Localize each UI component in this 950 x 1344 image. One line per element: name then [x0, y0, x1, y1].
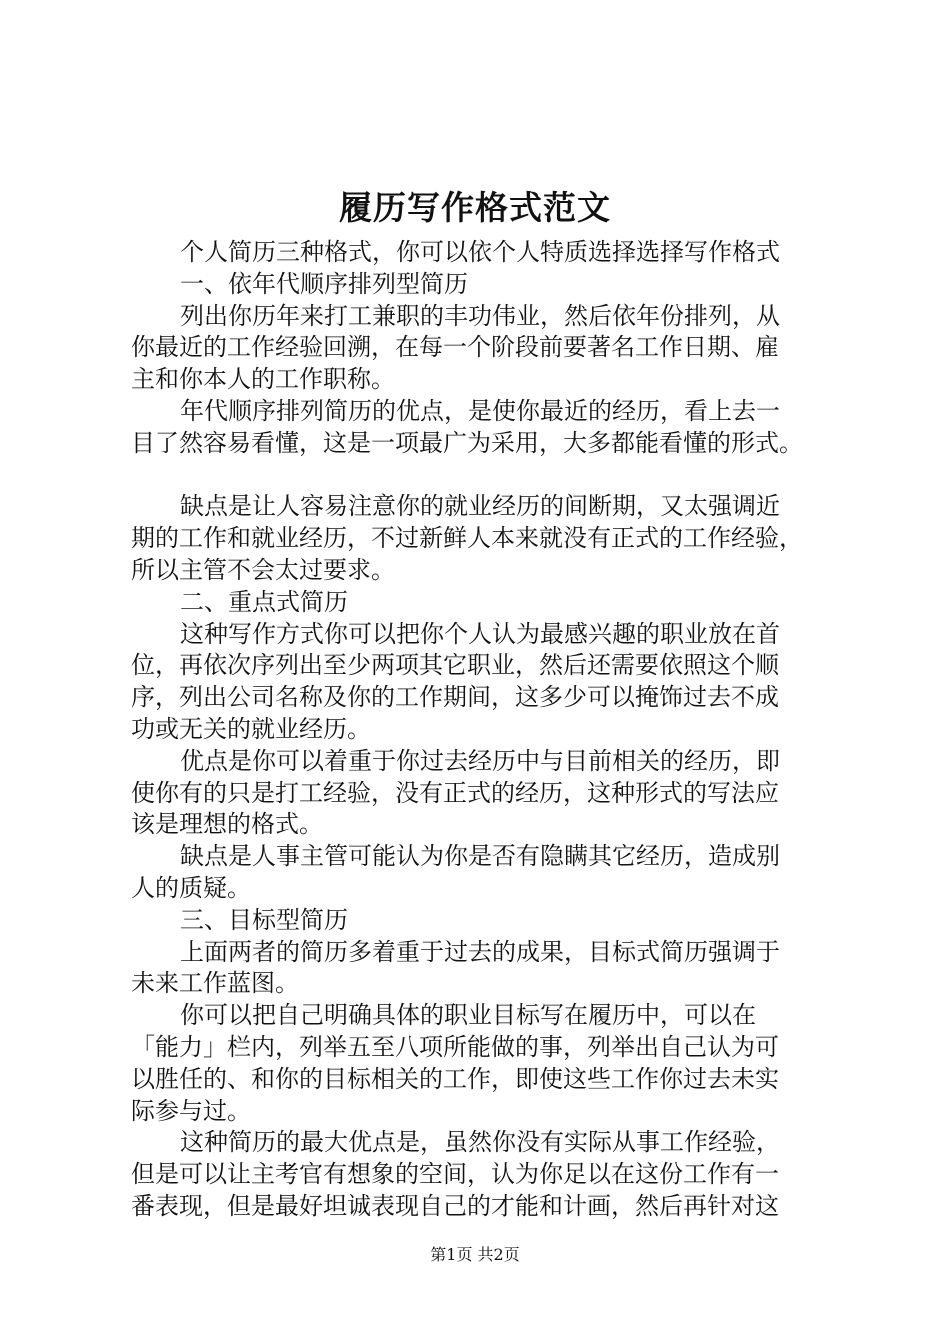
paragraph-line: 列出你历年来打工兼职的丰功伟业，然后依年份排列，从 [180, 301, 780, 330]
paragraph-line: 这种写作方式你可以把你个人认为最感兴趣的职业放在首 [180, 619, 780, 648]
page-footer: 第1页 共2页 [430, 1245, 520, 1264]
paragraph-line: 使你有的只是打工经验，没有正式的经历，这种形式的写法应 [131, 778, 779, 807]
paragraph-line: 缺点是让人容易注意你的就业经历的间断期，又太强调近 [180, 492, 780, 521]
paragraph-line: 上面两者的简历多着重于过去的成果，目标式简历强调于 [180, 937, 780, 966]
paragraph-line: 功或无关的就业经历。 [131, 714, 371, 743]
document-title: 履历写作格式范文 [339, 188, 611, 227]
paragraph-line: 际参与过。 [131, 1096, 251, 1125]
paragraph-line: 「能力」栏内，列举五至八项所能做的事，列举出自己认为可 [131, 1032, 779, 1061]
paragraph-line: 序，列出公司名称及你的工作期间，这多少可以掩饰过去不成 [131, 683, 779, 712]
section-heading-3: 三、目标型简历 [180, 905, 348, 934]
paragraph-line: 该是理想的格式。 [131, 810, 323, 839]
paragraph-line: 你最近的工作经验回溯，在每一个阶段前要著名工作日期、雇 [131, 333, 779, 362]
paragraph-line: 目了然容易看懂，这是一项最广为采用，大多都能看懂的形式。 [131, 428, 803, 457]
paragraph-line: 主和你本人的工作职称。 [131, 365, 395, 394]
section-heading-2: 二、重点式简历 [180, 587, 348, 616]
paragraph-line: 但是可以让主考官有想象的空间，认为你足以在这份工作有一 [131, 1160, 779, 1189]
blank-line [131, 460, 831, 492]
section-heading-1: 一、依年代顺序排列型简历 [180, 269, 468, 298]
paragraph-line: 位，再依次序列出至少两项其它职业，然后还需要依照这个顺 [131, 651, 779, 680]
paragraph-line: 优点是你可以着重于你过去经历中与目前相关的经历，即 [180, 746, 780, 775]
paragraph-line: 年代顺序排列简历的优点，是使你最近的经历，看上去一 [180, 396, 780, 425]
paragraph-line: 以胜任的、和你的目标相关的工作，即使这些工作你过去未实 [131, 1064, 779, 1093]
document-body [131, 237, 831, 1223]
paragraph-line: 番表现，但是最好坦诚表现自己的才能和计画，然后再针对这 [131, 1191, 779, 1220]
paragraph-line: 期的工作和就业经历，不过新鲜人本来就没有正式的工作经验， [131, 524, 803, 553]
paragraph-line: 未来工作蓝图。 [131, 969, 299, 998]
paragraph-line: 这种简历的最大优点是，虽然你没有实际从事工作经验， [180, 1128, 780, 1157]
paragraph-line: 你可以把自己明确具体的职业目标写在履历中，可以在 [180, 1001, 756, 1030]
paragraph-line: 个人简历三种格式，你可以依个人特质选择选择写作格式 [180, 238, 780, 266]
paragraph-line: 所以主管不会太过要求。 [131, 555, 395, 584]
paragraph-line: 缺点是人事主管可能认为你是否有隐瞒其它经历，造成别 [180, 842, 780, 871]
paragraph-line: 人的质疑。 [131, 873, 251, 902]
